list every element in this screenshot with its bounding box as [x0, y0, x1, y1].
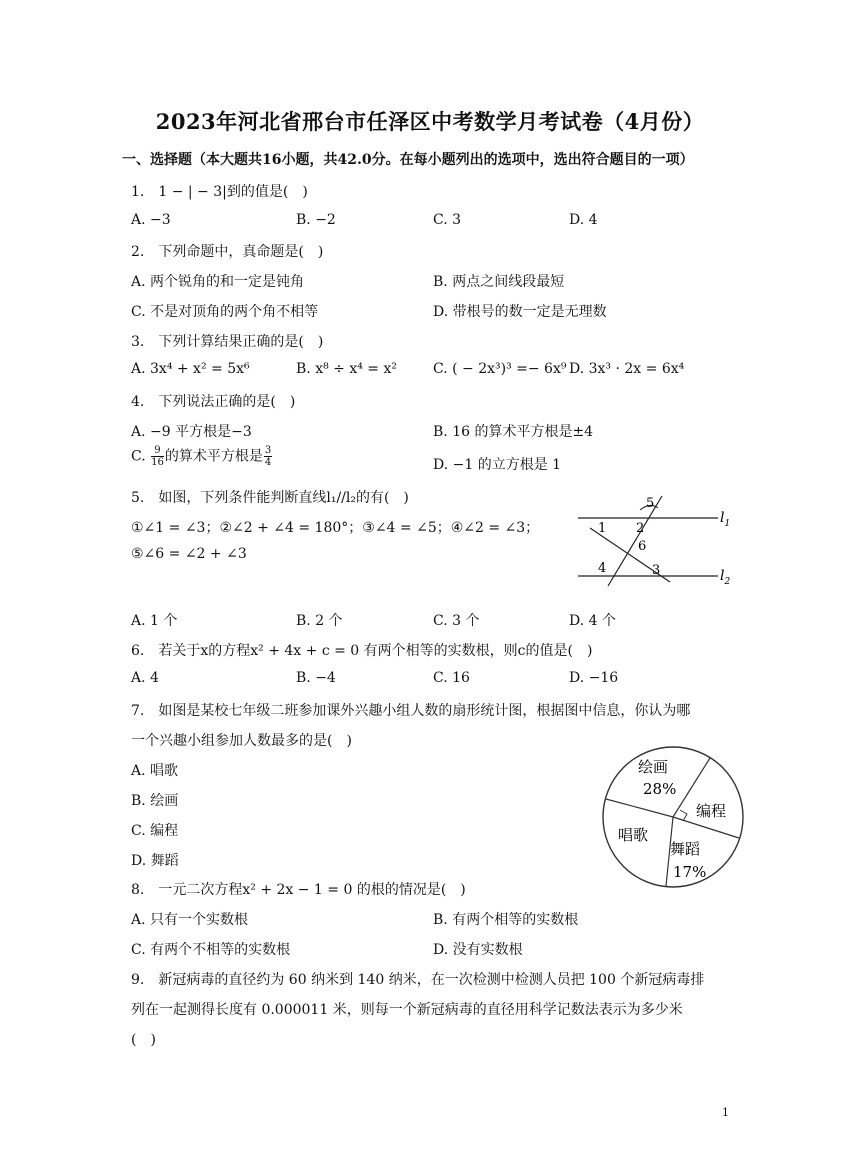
question-9-line-2: 列在一起测得长度有 0.000011 米，则每一个新冠病毒的直径用科学记数法表示为多少米 — [131, 1002, 683, 1018]
pie-chart — [598, 742, 748, 892]
angle-label-2: 2 — [636, 521, 645, 536]
fraction-denominator: 4 — [264, 457, 272, 468]
q5-option-c: C. 3 个 — [433, 613, 480, 629]
angle-label-6: 6 — [638, 539, 647, 554]
pie-label-singing: 唱歌 — [618, 826, 649, 844]
question-7-stem-line-1: 7. 如图是某校七年级二班参加课外兴趣小组人数的扇形统计图，根据图中信息，你认为哪 — [131, 703, 691, 719]
pie-divider-left — [606, 799, 673, 817]
q5-option-b: B. 2 个 — [296, 613, 343, 629]
question-9-line-3: ( ) — [131, 1032, 156, 1048]
q7-option-a: A. 唱歌 — [131, 763, 179, 779]
angle-label-5: 5 — [646, 496, 655, 511]
q2-option-a: A. 两个锐角的和一定是钝角 — [131, 274, 305, 290]
pie-label-dance: 舞蹈 — [670, 840, 701, 858]
q4-option-a: A. −9 平方根是−3 — [131, 424, 252, 440]
pie-label-painting: 绘画 — [638, 758, 669, 776]
fraction-9-16 — [151, 445, 164, 468]
angle-label-4: 4 — [598, 561, 607, 576]
section-heading: 一、选择题（本大题共16小题，共42.0分。在每小题列出的选项中，选出符合题目的一项） — [122, 152, 694, 168]
question-3-stem: 3. 下列计算结果正确的是( ) — [131, 334, 324, 350]
l2-subscript: 2 — [724, 577, 731, 587]
q8-option-c: C. 有两个不相等的实数根 — [131, 942, 291, 958]
question-2-stem: 2. 下列命题中，真命题是( ) — [131, 244, 324, 260]
q5-conditions-line-2: ⑤∠6 = ∠2 + ∠3 — [131, 546, 247, 562]
angle-label-3: 3 — [652, 563, 661, 578]
q4-option-c — [131, 445, 273, 468]
q2-option-d: D. 带根号的数一定是无理数 — [433, 304, 607, 320]
q7-option-c: C. 编程 — [131, 823, 179, 839]
q1-option-a: A. −3 — [131, 212, 171, 228]
page-title: 2023年河北省邢台市任泽区中考数学月考试卷（4月份） — [155, 109, 705, 134]
pie-divider-right — [673, 817, 739, 838]
q6-option-a: A. 4 — [131, 670, 159, 686]
q5-option-a: A. 1 个 — [131, 613, 178, 629]
q3-option-a: A. 3x⁴ + x² = 5x⁶ — [131, 361, 250, 377]
pie-label-coding: 编程 — [696, 802, 727, 820]
question-7-stem-line-2: 一个兴趣小组参加人数最多的是( ) — [131, 733, 352, 749]
angle-label-1: 1 — [598, 521, 607, 536]
q4-option-c-text: 的算术平方根是 — [164, 448, 263, 465]
line-label-l1 — [720, 510, 730, 529]
pie-label-painting-percent: 28% — [643, 780, 677, 798]
q2-option-b: B. 两点之间线段最短 — [433, 274, 565, 290]
q6-option-c: C. 16 — [433, 670, 470, 686]
question-5-stem: 5. 如图，下列条件能判断直线l₁//l₂的有( ) — [131, 490, 409, 506]
fraction-denominator: 16 — [151, 457, 164, 468]
page-number: 1 — [722, 1106, 729, 1119]
q6-option-b: B. −4 — [296, 670, 336, 686]
l1-subscript: 1 — [724, 519, 731, 529]
q7-option-d: D. 舞蹈 — [131, 853, 179, 869]
q8-option-a: A. 只有一个实数根 — [131, 912, 249, 928]
q6-option-d: D. −16 — [569, 670, 619, 686]
pie-label-dance-percent: 17% — [673, 863, 707, 881]
q1-option-c: C. 3 — [433, 212, 462, 228]
q5-option-d: D. 4 个 — [569, 613, 616, 629]
q3-option-d: D. 3x³ · 2x = 6x⁴ — [569, 361, 685, 377]
q8-option-d: D. 没有实数根 — [433, 942, 523, 958]
question-4-stem: 4. 下列说法正确的是( ) — [131, 394, 296, 410]
q3-option-b: B. x⁸ ÷ x⁴ = x² — [296, 361, 397, 377]
q1-option-b: B. −2 — [296, 212, 336, 228]
fraction-numerator: 9 — [151, 445, 164, 457]
question-8-stem: 8. 一元二次方程x² + 2x − 1 = 0 的根的情况是( ) — [131, 882, 466, 898]
q1-option-d: D. 4 — [569, 212, 598, 228]
q4-option-d: D. −1 的立方根是 1 — [433, 457, 562, 473]
fraction-3-4 — [264, 445, 272, 468]
q4-option-b: B. 16 的算术平方根是±4 — [433, 424, 594, 440]
question-9-line-1: 9. 新冠病毒的直径约为 60 纳米到 140 纳米，在一次检测中检测人员把 100 个新冠病毒排 — [131, 972, 705, 988]
question-6-stem: 6. 若关于x的方程x² + 4x + c = 0 有两个相等的实数根，则c的值是( ) — [131, 643, 593, 659]
q8-option-b: B. 有两个相等的实数根 — [433, 912, 579, 928]
question-1-stem: 1. 1 − | − 3|到的值是( ) — [131, 184, 308, 200]
q3-option-c: C. ( − 2x³)³ =− 6x⁹ — [433, 361, 567, 377]
q4-option-c-prefix: C. — [131, 448, 151, 465]
l1-letter: l — [720, 510, 725, 526]
fraction-numerator: 3 — [264, 445, 272, 456]
l2-letter: l — [720, 568, 725, 584]
q5-conditions-line-1: ①∠1 = ∠3；②∠2 + ∠4 = 180°；③∠4 = ∠5；④∠2 = ∠3； — [131, 520, 540, 536]
line-label-l2 — [720, 568, 730, 587]
parallel-lines-figure — [570, 490, 740, 590]
q7-option-b: B. 绘画 — [131, 793, 179, 809]
q2-option-c: C. 不是对顶角的两个角不相等 — [131, 304, 319, 320]
